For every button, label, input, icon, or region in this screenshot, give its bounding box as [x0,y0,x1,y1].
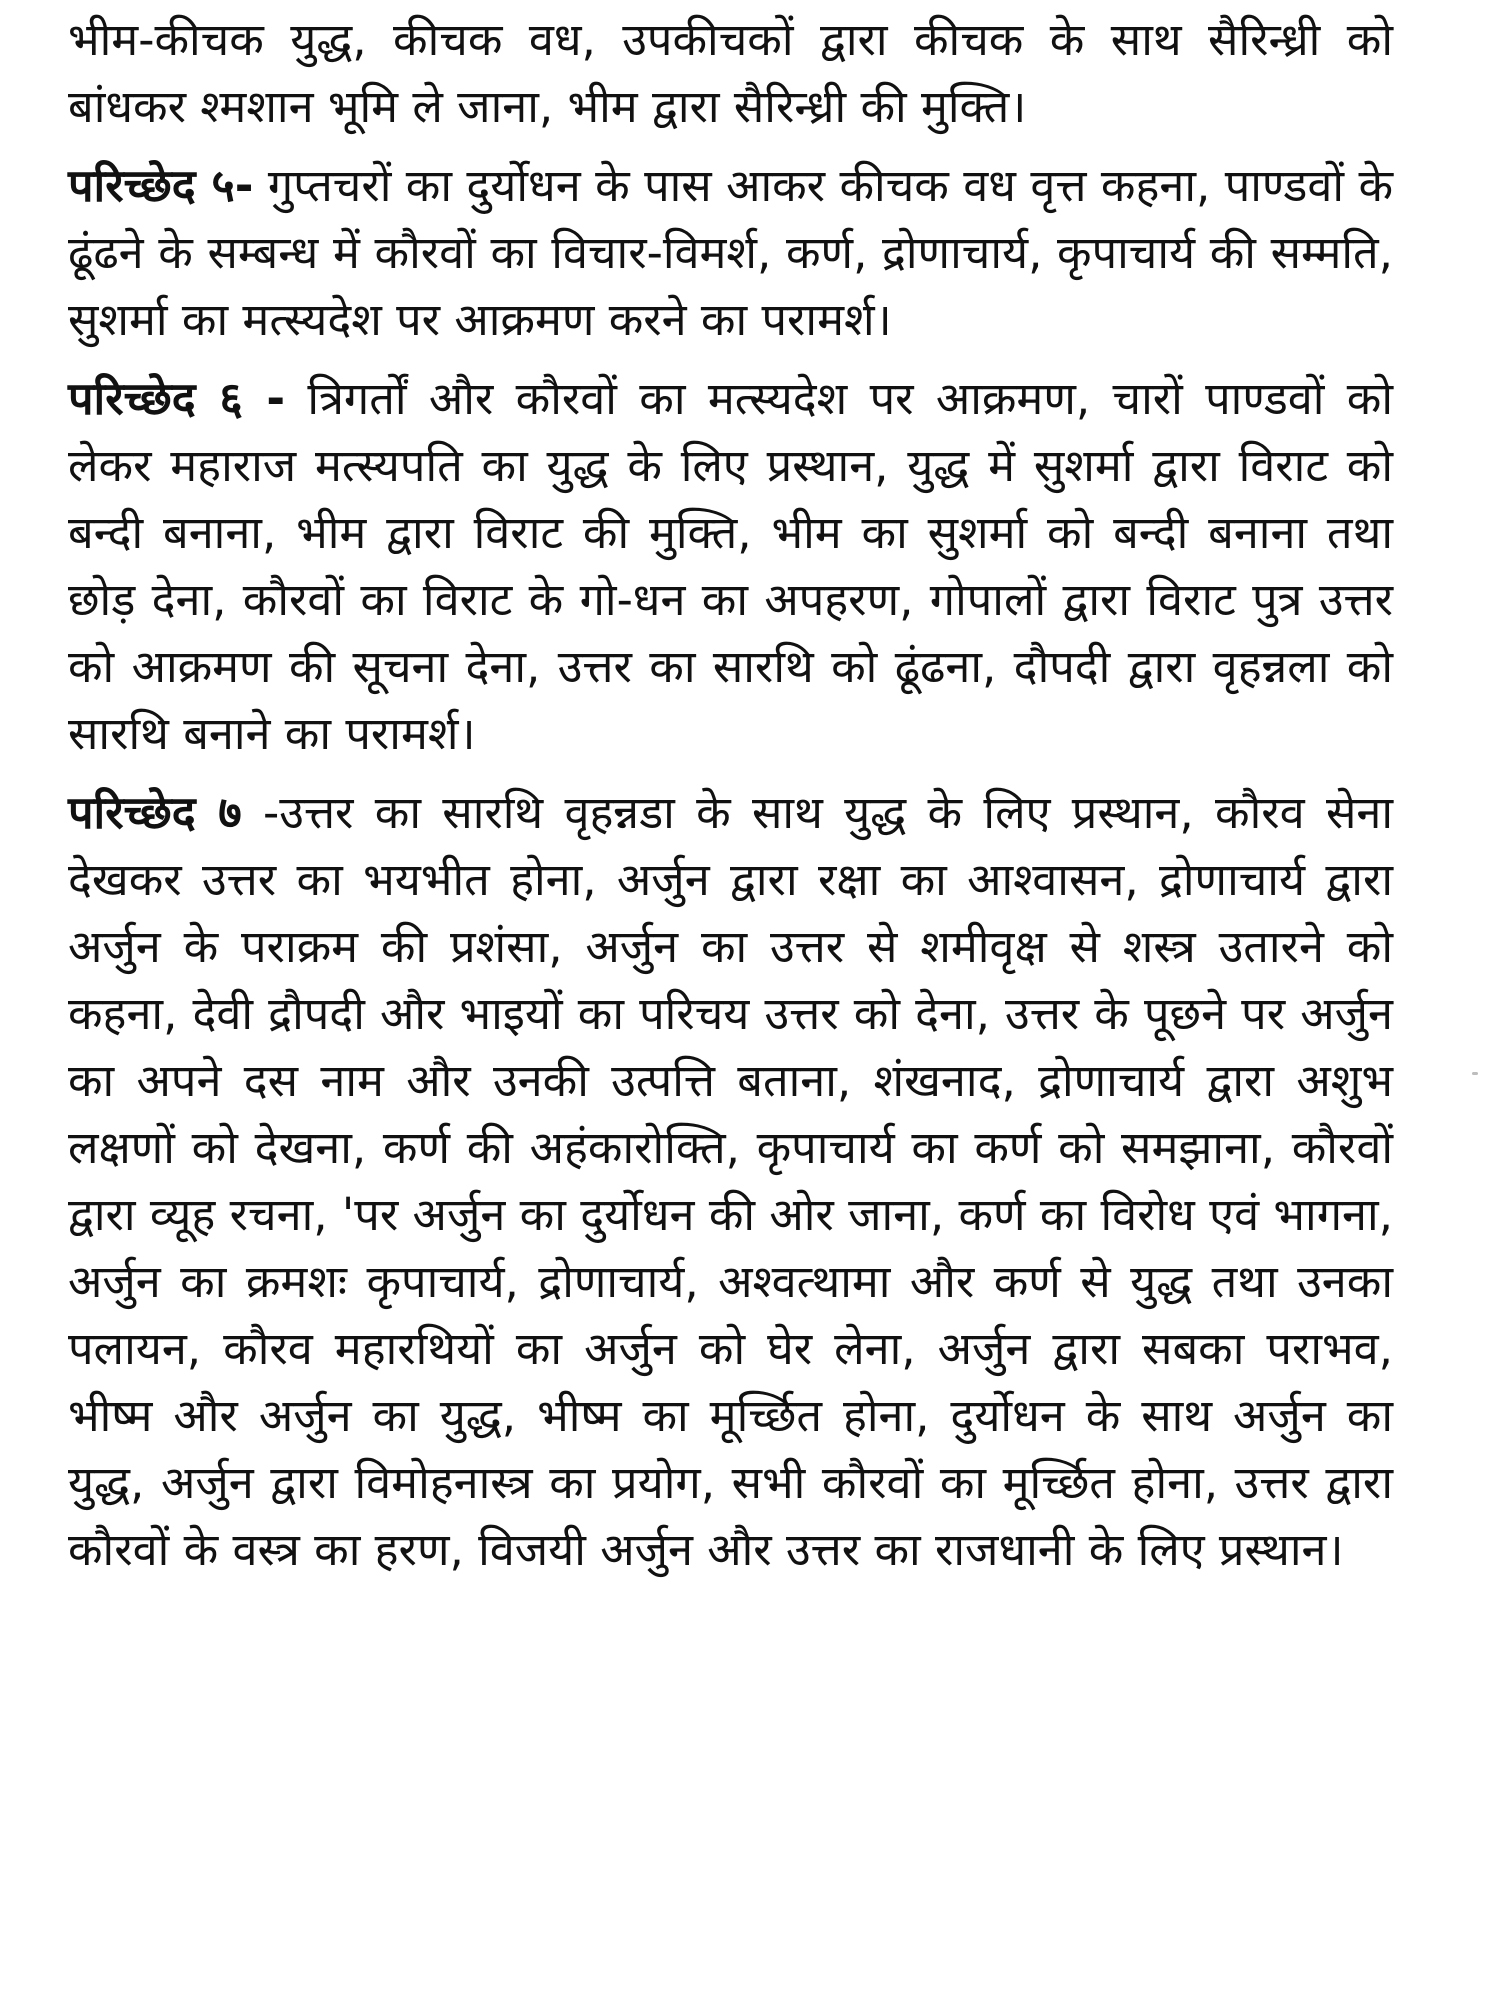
paragraph-text: भीम-कीचक युद्ध, कीचक वध, उपकीचकों द्वारा कीचक के साथ सैरिन्ध्री को बांधकर श्मशान भूमि ले जाना, भीम द्वारा सैरिन्ध्री की मुक्ति। [68,13,1393,133]
section-heading: परिच्छेद ७ [68,786,242,839]
scan-speck [1472,1072,1478,1075]
page-text [68,6,1393,1595]
paragraph-text: त्रिगर्तों और कौरवों का मत्स्यदेश पर आक्रमण, चारों पाण्डवों को लेकर महाराज मत्स्यपति का युद्ध के लिए प्रस्थान, युद्ध में सुशर्मा द्वारा विराट को बन्दी बनाना, भीम द्वारा विराट की मुक्ति, भीम का सुशर्मा को बन्दी बनाना तथा छोड़ देना, कौरवों का विराट के गो-धन का अपहरण, गोपालों द्वारा विराट पुत्र उत्तर को आक्रमण की सूचना देना, उत्तर का सारथि को ढूंढना, दौपदी द्वारा वृहन्नला को सारथि बनाने का परामर्श। [68,372,1394,760]
paragraph-section-5 [68,152,1393,353]
paragraph-section-6 [68,365,1393,767]
section-heading: परिच्छेद ५- [68,159,254,212]
paragraph-text: -उत्तर का सारथि वृहन्नडा के साथ युद्ध के लिए प्रस्थान, कौरव सेना देखकर उत्तर का भयभीत होना, अर्जुन द्वारा रक्षा का आश्वासन, द्रोणाचार्य द्वारा अर्जुन के पराक्रम की प्रशंसा, अर्जुन का उत्तर से शमीवृक्ष से शस्त्र उतारने को कहना, देवी द्रौपदी और भाइयों का परिचय उत्तर को देना, उत्तर के पूछने पर अर्जुन का अपने दस नाम और उनकी उत्पत्ति बताना, शंखनाद, द्रोणाचार्य द्वारा अशुभ लक्षणों को देखना, कर्ण की अहंकारोक्ति, कृपाचार्य का कर्ण को समझाना, कौरवों द्वारा व्यूह रचना, 'पर अर्जुन का दुर्योधन की ओर जाना, कर्ण का विरोध एवं भागना, अर्जुन का क्रमशः कृपाचार्य, द्रोणाचार्य, अश्वत्थामा और कर्ण से युद्ध तथा उनका पलायन, कौरव महारथियों का अर्जुन को घेर लेना, अर्जुन द्वारा सबका पराभव, भीष्म और अर्जुन का युद्ध, भीष्म का मूर्च्छित होना, दुर्योधन के साथ अर्जुन का युद्ध, अर्जुन द्वारा विमोहनास्त्र का प्रयोग, सभी कौरवों का मूर्च्छित होना, उत्तर द्वारा कौरवों के वस्त्र का हरण, विजयी अर्जुन और उत्तर का राजधानी के लिए प्रस्थान। [68,786,1394,1576]
paragraph-text: गुप्तचरों का दुर्योधन के पास आकर कीचक वध वृत्त कहना, पाण्डवों के ढूंढने के सम्बन्ध में कौरवों का विचार-विमर्श, कर्ण, द्रोणाचार्य, कृपाचार्य की सम्मति, सुशर्मा का मत्स्यदेश पर आक्रमण करने का परामर्श। [68,159,1393,346]
paragraph-intro [68,6,1393,140]
paragraph-section-7 [68,779,1393,1583]
section-heading: परिच्छेद ६ - [68,372,286,425]
